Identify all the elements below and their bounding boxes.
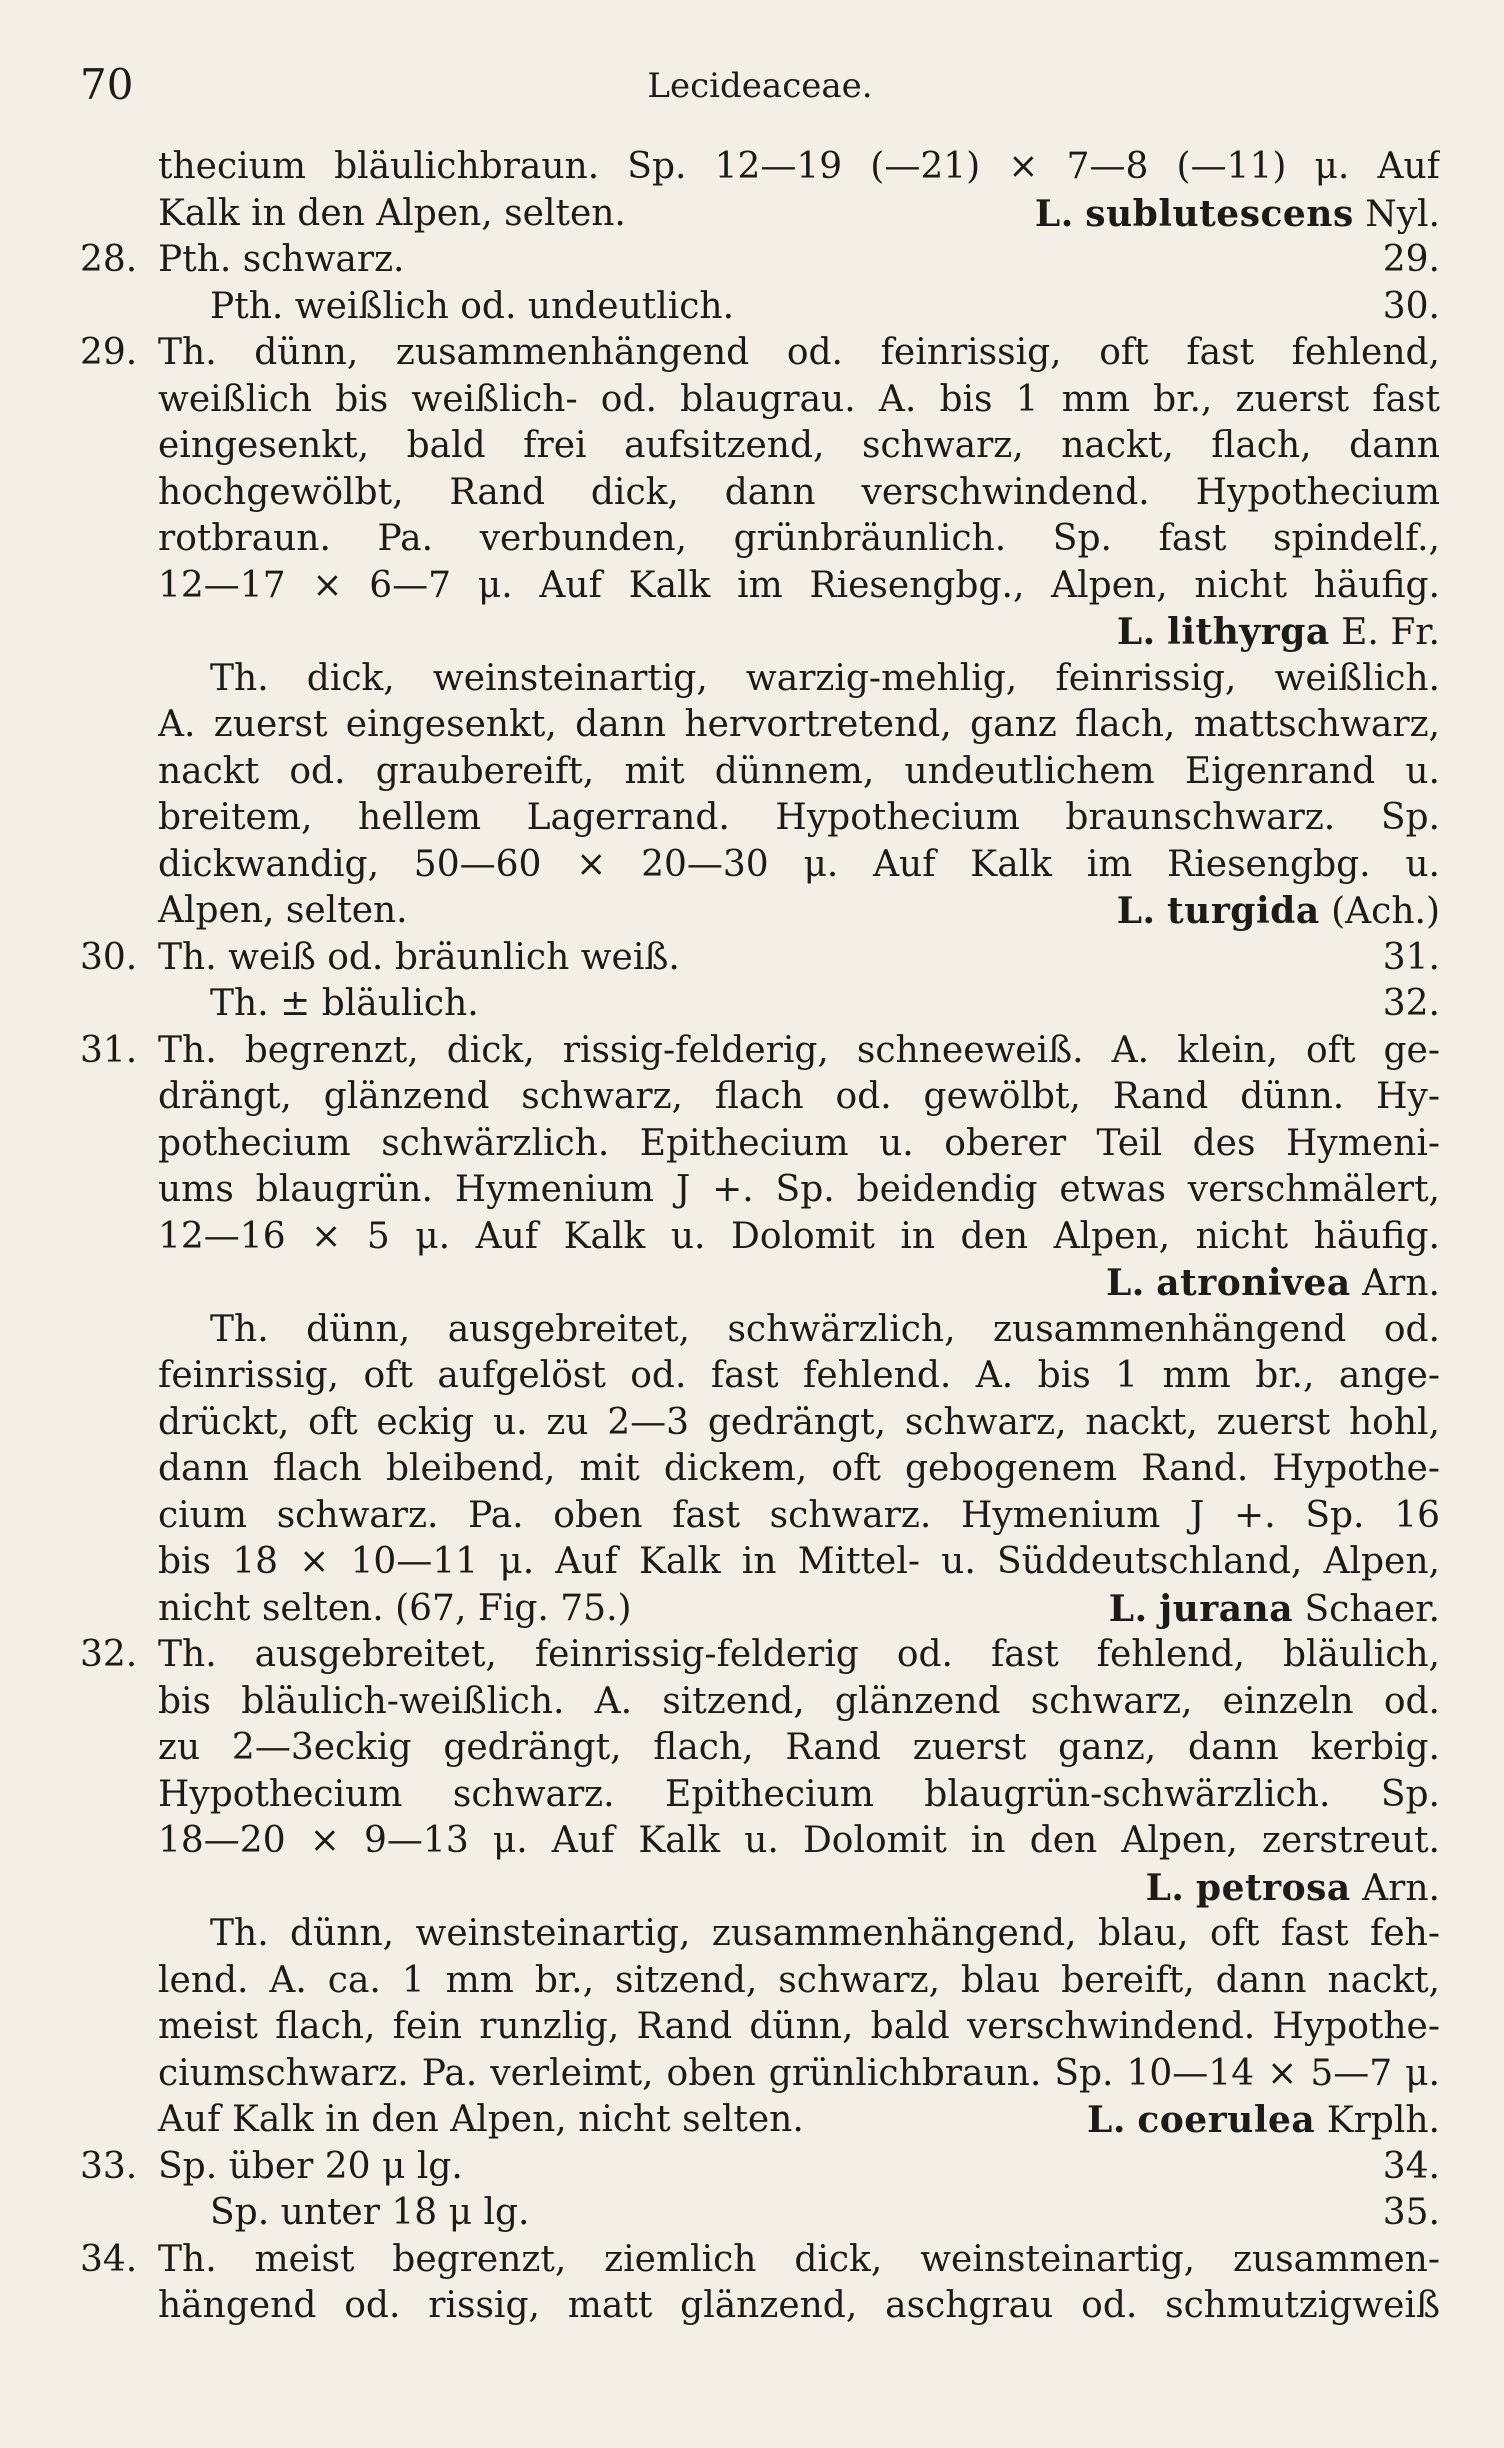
key-line-text: 12—16 × 5 μ. Auf Kalk u. Dolomit in den Alpen, nicht häufig. <box>158 1215 1440 1257</box>
key-line-text: dickwandig, 50—60 × 20—30 μ. Auf Kalk im Riesengbg. u. <box>158 843 1440 885</box>
key-line-text: Hypothecium schwarz. Epithecium blaugrün-schwärzlich. Sp. <box>158 1773 1440 1815</box>
key-line <box>80 563 1440 610</box>
key-lead <box>210 2190 1440 2237</box>
key-line <box>80 470 1440 517</box>
key-line <box>80 795 1440 842</box>
species-author: Nyl. <box>1365 193 1440 235</box>
key-line <box>80 1121 1440 1168</box>
key-line <box>80 1679 1440 1726</box>
genus-abbrev: L. <box>1087 2099 1126 2141</box>
couplet-number: 33. <box>80 2145 138 2187</box>
key-line <box>80 1818 1440 1865</box>
key-line-text: Th. dick, weinsteinartig, warzig-mehlig, feinrissig, weißlich. <box>210 657 1440 699</box>
species-name <box>1117 888 1440 936</box>
species-author: Schaer. <box>1304 1588 1440 1630</box>
key-line <box>80 1074 1440 1121</box>
key-lead <box>158 237 1440 284</box>
running-title: Lecideaceae. <box>647 66 873 106</box>
page-number: 70 <box>80 60 134 109</box>
key-line <box>80 2051 1440 2098</box>
key-line <box>80 377 1440 424</box>
species-author: Krplh. <box>1326 2100 1440 2141</box>
couplet-number: 31. <box>80 1029 138 1071</box>
key-lead-text: Th. weiß od. bräunlich weiß. <box>158 936 680 978</box>
key-lead <box>210 981 1440 1028</box>
couplet-number: 29. <box>80 332 138 373</box>
key-line-text: breitem, hellem Lagerrand. Hypothecium braunschwarz. Sp. <box>158 797 1440 838</box>
key-line <box>80 935 1440 982</box>
species-epithet: atronivea <box>1156 1262 1351 1304</box>
species-line <box>158 2097 1440 2144</box>
key-line <box>80 516 1440 563</box>
key-line <box>80 2190 1440 2237</box>
key-line <box>80 1353 1440 1400</box>
key-line-text: feinrissig, oft aufgelöst od. fast fehlend. A. bis 1 mm br., ange- <box>158 1355 1440 1396</box>
key-line <box>80 1586 1440 1633</box>
species-author: Arn. <box>1362 1263 1440 1304</box>
species-epithet: turgida <box>1167 890 1320 932</box>
key-line <box>80 1772 1440 1819</box>
genus-abbrev: L. <box>1108 1587 1148 1630</box>
key-line <box>80 749 1440 796</box>
key-line-text: rotbraun. Pa. verbunden, grünbräunlich. Sp. fast spindelf., <box>158 518 1440 559</box>
genus-abbrev: L. <box>1116 890 1156 932</box>
key-line-text: bis 18 × 10—11 μ. Auf Kalk in Mittel- u. Süddeutschland, Alpen, <box>158 1541 1440 1582</box>
species-name <box>1106 1260 1440 1308</box>
species-line-text: Alpen, selten. <box>158 890 408 931</box>
key-lead <box>158 935 1440 982</box>
key-lead-ref: 30. <box>1382 285 1440 327</box>
key-line-text: hochgewölbt, Rand dick, dann verschwindend. Hypothecium <box>158 471 1440 513</box>
key-line-text: ciumschwarz. Pa. verleimt, oben grünlichbraun. Sp. 10—14 × 5—7 μ. <box>158 2052 1440 2094</box>
species-line <box>158 1586 1440 1633</box>
species-author: (Ach.) <box>1331 891 1440 932</box>
key-line-text: weißlich bis weißlich- od. blaugrau. A. bis 1 mm br., zuerst fast <box>158 378 1440 420</box>
key-line-text: lend. A. ca. 1 mm br., sitzend, schwarz, blau bereift, dann nackt, <box>158 1959 1440 2001</box>
key-line-text: eingesenkt, bald frei aufsitzend, schwarz, nackt, flach, dann <box>158 425 1440 466</box>
key-lead <box>210 284 1440 331</box>
key-line <box>80 656 1440 703</box>
key-line-text: Th. begrenzt, dick, rissig-felderig, schneeweiß. A. klein, oft ge- <box>158 1029 1440 1071</box>
key-line-text: 12—17 × 6—7 μ. Auf Kalk im Riesengbg., Alpen, nicht häufig. <box>158 564 1440 606</box>
genus-abbrev: L. <box>1145 1866 1185 1909</box>
key-line <box>80 1539 1440 1586</box>
key-line-text: ums blaugrün. Hymenium J +. Sp. beidendig etwas verschmälert, <box>158 1169 1440 1210</box>
key-line <box>80 284 1440 331</box>
key-lead-text: Sp. unter 18 μ lg. <box>210 2192 530 2233</box>
couplet-number: 28. <box>80 239 138 280</box>
key-line-text: drängt, glänzend schwarz, flach od. gewölbt, Rand dünn. Hy- <box>158 1076 1440 1117</box>
key-line <box>80 981 1440 1028</box>
species-epithet: petrosa <box>1195 1866 1351 1909</box>
key-line <box>80 1307 1440 1354</box>
key-line <box>80 1400 1440 1447</box>
key-line-text: cium schwarz. Pa. oben fast schwarz. Hymenium J +. Sp. 16 <box>158 1494 1440 1536</box>
couplet-number: 34. <box>80 2238 138 2280</box>
species-name <box>1117 609 1440 657</box>
key-line <box>80 1725 1440 1772</box>
key-line-text: Th. dünn, weinsteinartig, zusammenhängend, blau, oft fast feh- <box>210 1913 1440 1954</box>
key-line <box>80 702 1440 749</box>
key-line <box>80 1167 1440 1214</box>
species-epithet: lithyrga <box>1167 611 1330 653</box>
key-line-text: A. zuerst eingesenkt, dann hervortretend, ganz flach, mattschwarz, <box>158 704 1440 745</box>
species-name <box>1109 1586 1440 1634</box>
key-text-body <box>80 144 1440 2330</box>
couplet-number: 32. <box>80 1634 138 1675</box>
key-line <box>80 1911 1440 1958</box>
key-line-text: zu 2—3eckig gedrängt, flach, Rand zuerst ganz, dann kerbig. <box>158 1727 1440 1768</box>
key-line <box>80 888 1440 935</box>
genus-abbrev: L. <box>1034 192 1074 235</box>
key-line-text: meist flach, fein runzlig, Rand dünn, bald verschwindend. Hypothe- <box>158 2006 1440 2047</box>
species-name <box>1035 191 1440 239</box>
key-lead-text: Pth. weißlich od. undeutlich. <box>210 285 735 327</box>
key-line-text: thecium bläulichbraun. Sp. 12—19 (—21) × 7—8 (—11) μ. Auf <box>158 146 1440 187</box>
key-line-text: drückt, oft eckig u. zu 2—3 gedrängt, schwarz, nackt, zuerst hohl, <box>158 1401 1440 1443</box>
key-line <box>80 842 1440 889</box>
page-header <box>80 60 1440 120</box>
species-author: Arn. <box>1362 1867 1440 1909</box>
key-line-text: pothecium schwärzlich. Epithecium u. oberer Teil des Hymeni- <box>158 1122 1440 1164</box>
key-lead-text: Sp. über 20 μ lg. <box>158 2145 463 2187</box>
key-line <box>80 2283 1440 2330</box>
species-line <box>158 191 1440 238</box>
species-epithet: coerulea <box>1137 2099 1316 2141</box>
key-lead-ref: 31. <box>1382 936 1440 978</box>
species-line-text: nicht selten. (67, Fig. 75.) <box>158 1587 632 1629</box>
key-lead <box>158 2144 1440 2191</box>
key-line-text: dann flach bleibend, mit dickem, oft gebogenem Rand. Hypothe- <box>158 1448 1440 1489</box>
key-line <box>80 1865 1440 1912</box>
key-line <box>80 1214 1440 1261</box>
species-line-text: Kalk in den Alpen, selten. <box>158 192 626 234</box>
key-line-text: nackt od. graubereift, mit dünnem, undeutlichem Eigenrand u. <box>158 750 1440 792</box>
key-line <box>80 2237 1440 2284</box>
key-line-text: bis bläulich-weißlich. A. sitzend, glänzend schwarz, einzeln od. <box>158 1680 1440 1722</box>
key-line <box>80 191 1440 238</box>
key-line <box>80 1493 1440 1540</box>
key-line <box>80 609 1440 656</box>
key-line <box>80 1446 1440 1493</box>
key-line <box>80 2004 1440 2051</box>
key-line <box>80 2144 1440 2191</box>
key-line-text: hängend od. rissig, matt glänzend, aschgrau od. schmutzigweiß <box>158 2285 1440 2326</box>
key-line <box>80 1632 1440 1679</box>
genus-abbrev: L. <box>1105 1262 1145 1304</box>
key-lead-ref: 29. <box>1382 239 1440 280</box>
key-line <box>80 1958 1440 2005</box>
key-line <box>80 1028 1440 1075</box>
key-line <box>80 144 1440 191</box>
key-line <box>80 330 1440 377</box>
key-line <box>80 423 1440 470</box>
key-line-text: 18—20 × 9—13 μ. Auf Kalk u. Dolomit in den Alpen, zerstreut. <box>158 1820 1440 1861</box>
genus-abbrev: L. <box>1116 611 1156 653</box>
species-author: E. Fr. <box>1341 612 1440 653</box>
key-lead-ref: 34. <box>1382 2145 1440 2187</box>
key-line-text: Th. dünn, zusammenhängend od. feinrissig, oft fast fehlend, <box>158 332 1440 373</box>
species-line <box>158 888 1440 935</box>
key-line-text: Th. dünn, ausgebreitet, schwärzlich, zusammenhängend od. <box>210 1308 1440 1350</box>
key-line-text: Th. ausgebreitet, feinrissig-felderig od. fast fehlend, bläulich, <box>158 1634 1440 1675</box>
species-line-text: Auf Kalk in den Alpen, nicht selten. <box>158 2099 804 2140</box>
key-lead-text: Pth. schwarz. <box>158 239 405 280</box>
key-line-text: Th. meist begrenzt, ziemlich dick, weinsteinartig, zusammen- <box>158 2238 1440 2280</box>
species-epithet: sublutescens <box>1085 192 1354 235</box>
key-line <box>80 237 1440 284</box>
species-name <box>1146 1865 1440 1913</box>
key-line <box>80 1260 1440 1307</box>
species-name <box>1087 2097 1440 2145</box>
key-lead-text: Th. ± bläulich. <box>210 983 479 1024</box>
key-lead-ref: 32. <box>1382 983 1440 1024</box>
species-epithet: jurana <box>1159 1587 1294 1630</box>
key-lead-ref: 35. <box>1382 2192 1440 2233</box>
couplet-number: 30. <box>80 936 138 978</box>
key-line <box>80 2097 1440 2144</box>
